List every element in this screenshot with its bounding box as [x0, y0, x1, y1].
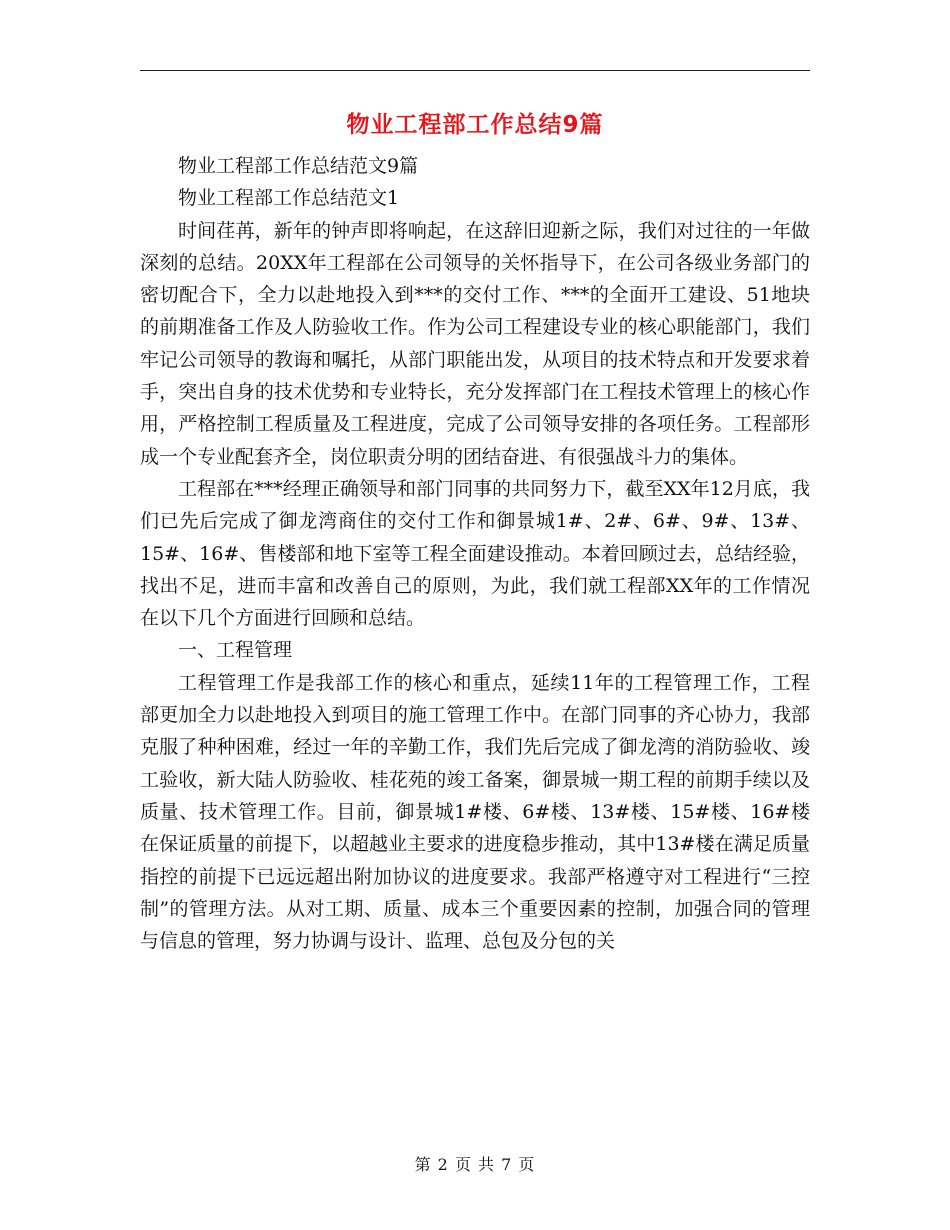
paragraph-section-heading: 物业工程部工作总结范文1 — [178, 187, 400, 210]
paragraph-intro: 时间荏苒，新年的钟声即将响起，在这辞旧迎新之际，我们对过往的一年做深刻的总结。20XX年工程部在公司领导的关怀指导下，在公司各级业务部门的密切配合下，全力以赴地投入到***的交付工作、***的全面开工建设、51地块的前期准备工作及人防验收工作。作为公司工程建设专业的核心职能部门，我们牢记公司领导的教诲和嘱托，从部门职能出发，从项目的技术特点和开发要求着手，突出自身的技术优势和专业特长，充分发挥部门在工程技术管理上的核心作用，严格控制工程质量及工程进度，完成了公司领导安排的各项任务。工程部形成一个专业配套齐全，岗位职责分明的团结奋进、有很强战斗力的集体。 — [140, 219, 810, 468]
document-title: 物业工程部工作总结9篇 — [346, 112, 604, 138]
paragraph-heading-engineering: 一、工程管理 — [178, 639, 293, 662]
paragraph-progress: 工程部在***经理正确领导和部门同事的共同努力下，截至XX年12月底，我们已先后完成了御龙湾商住的交付工作和御景城1#、2#、6#、9#、13#、15#、16#、售楼部和地下室等工程全面建设推动。本着回顾过去，总结经验，找出不足，进而丰富和改善自己的原则，为此，我们就工程部XX年的工作情况在以下几个方面进行回顾和总结。 — [140, 477, 810, 630]
page-number: 第 2 页 共 7 页 — [414, 1155, 536, 1174]
paragraph-subtitle: 物业工程部工作总结范文9篇 — [178, 155, 419, 177]
document-body — [140, 150, 810, 957]
paragraph-engineering-management: 工程管理工作是我部工作的核心和重点，延续11年的工程管理工作，工程部更加全力以赴地投入到项目的施工管理工作中。在部门同事的齐心协力，我部克服了种种困难，经过一年的辛勤工作，我们先后完成了御龙湾的消防验收、竣工验收，新大陆人防验收、桂花苑的竣工备案，御景城一期工程的前期手续以及质量、技术管理工作。目前，御景城1#楼、6#楼、13#楼、15#楼、16#楼在保证质量的前提下，以超越业主要求的进度稳步推动，其中13#楼在满足质量指控的前提下已远远超出附加协议的进度要求。我部严格遵守对工程进行“三控制”的管理方法。从对工期、质量、成本三个重要因素的控制，加强合同的管理与信息的管理，努力协调与设计、监理、总包及分包的关 — [140, 671, 810, 953]
header-rule — [140, 70, 810, 71]
